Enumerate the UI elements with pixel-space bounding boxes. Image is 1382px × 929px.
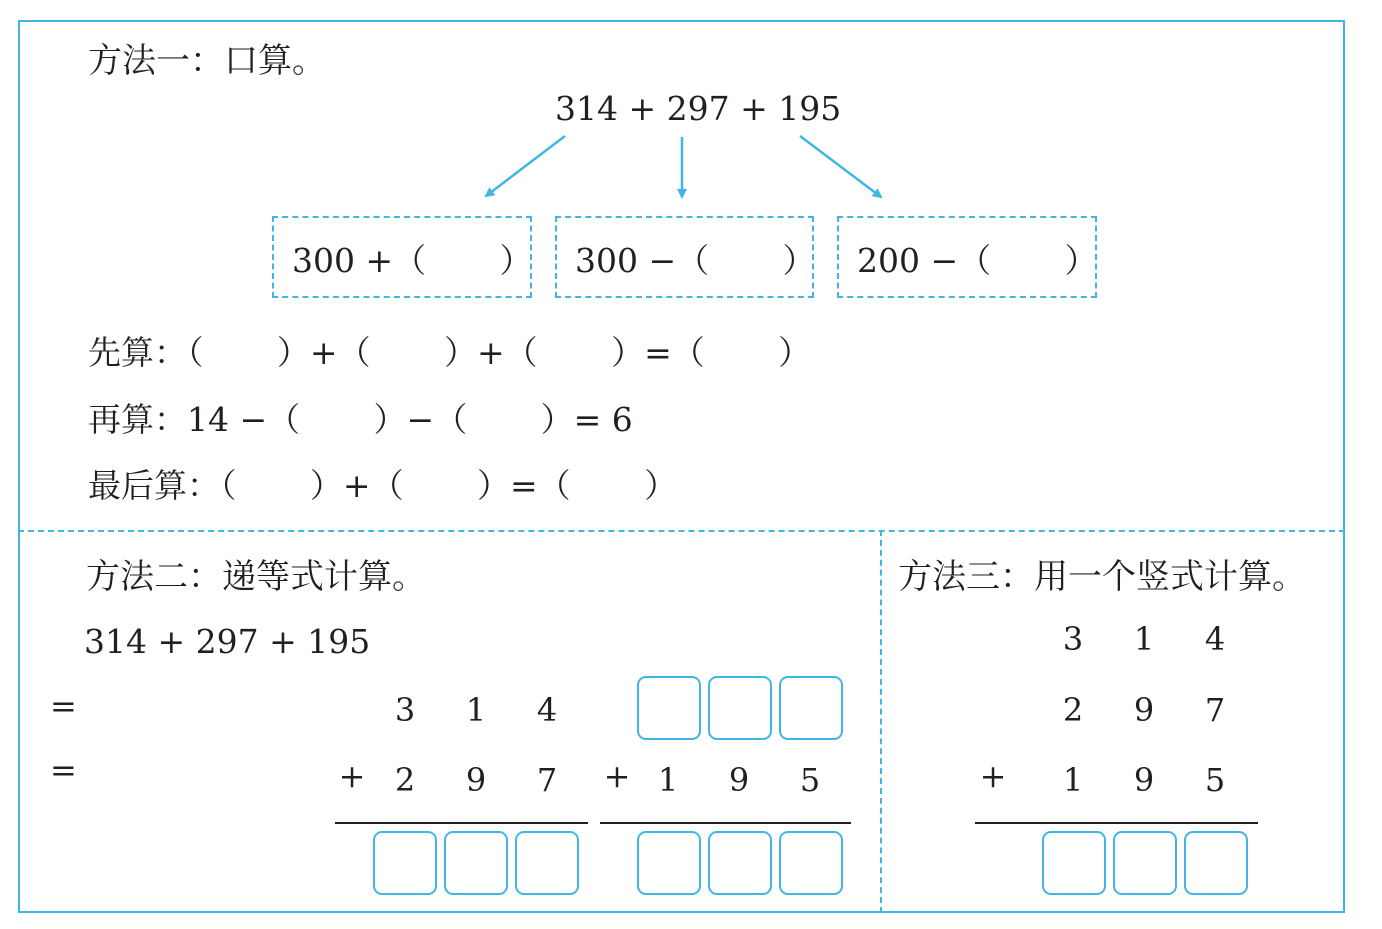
digit: 1 [1062, 761, 1084, 799]
method2-title: 方法二：递等式计算。 [86, 557, 426, 597]
split-box-2-text: 300 −（ ） [575, 241, 816, 280]
answer-box[interactable] [637, 831, 701, 895]
carry-result-box[interactable] [637, 676, 701, 740]
step-then: 再算：14 −（ ）−（ ）= 6 [88, 400, 633, 439]
answer-box[interactable] [1113, 831, 1177, 895]
digit: 7 [1204, 691, 1226, 729]
split-box-1-text: 300 +（ ） [292, 241, 533, 280]
method1-title: 方法一：口算。 [88, 41, 326, 81]
digit: 5 [799, 761, 821, 799]
split-box-3 [837, 216, 1097, 298]
answer-box[interactable] [444, 831, 508, 895]
answer-box[interactable] [708, 831, 772, 895]
sum-line-3 [975, 822, 1258, 824]
digit: 4 [1204, 620, 1226, 658]
digit: 1 [657, 761, 679, 799]
plus-sign: + [979, 757, 1007, 795]
digit: 9 [728, 761, 750, 799]
equals-sign-1: = [50, 687, 77, 725]
arrow-right [800, 136, 881, 197]
digit: 1 [1133, 620, 1155, 658]
digit: 7 [536, 761, 558, 799]
answer-box[interactable] [779, 831, 843, 895]
digit: 1 [465, 691, 487, 729]
arrow-left [486, 136, 565, 196]
split-box-2 [555, 216, 814, 298]
digit: 3 [394, 691, 416, 729]
digit: 2 [394, 761, 416, 799]
split-box-1 [272, 216, 532, 298]
carry-result-box[interactable] [779, 676, 843, 740]
digit: 9 [465, 761, 487, 799]
step-first: 先算：（ ）+（ ）+（ ）=（ ） [88, 333, 812, 372]
method3-title: 方法三：用一个竖式计算。 [898, 557, 1306, 597]
digit: 9 [1133, 691, 1155, 729]
sum-line-1 [335, 822, 588, 824]
digit: 2 [1062, 691, 1084, 729]
method1-expression: 314 + 297 + 195 [555, 89, 842, 128]
digit: 9 [1133, 761, 1155, 799]
method2-expression: 314 + 297 + 195 [84, 622, 371, 661]
digit: 3 [1062, 620, 1084, 658]
plus-sign: + [603, 757, 631, 795]
step-last: 最后算：（ ）+（ ）=（ ） [88, 466, 678, 505]
answer-box[interactable] [373, 831, 437, 895]
answer-box[interactable] [515, 831, 579, 895]
answer-box[interactable] [1042, 831, 1106, 895]
digit: 4 [536, 691, 558, 729]
digit: 5 [1204, 761, 1226, 799]
equals-sign-2: = [50, 751, 77, 789]
split-box-3-text: 200 −（ ） [857, 241, 1098, 280]
sum-line-2 [600, 822, 851, 824]
carry-result-box[interactable] [708, 676, 772, 740]
plus-sign: + [338, 757, 366, 795]
answer-box[interactable] [1184, 831, 1248, 895]
